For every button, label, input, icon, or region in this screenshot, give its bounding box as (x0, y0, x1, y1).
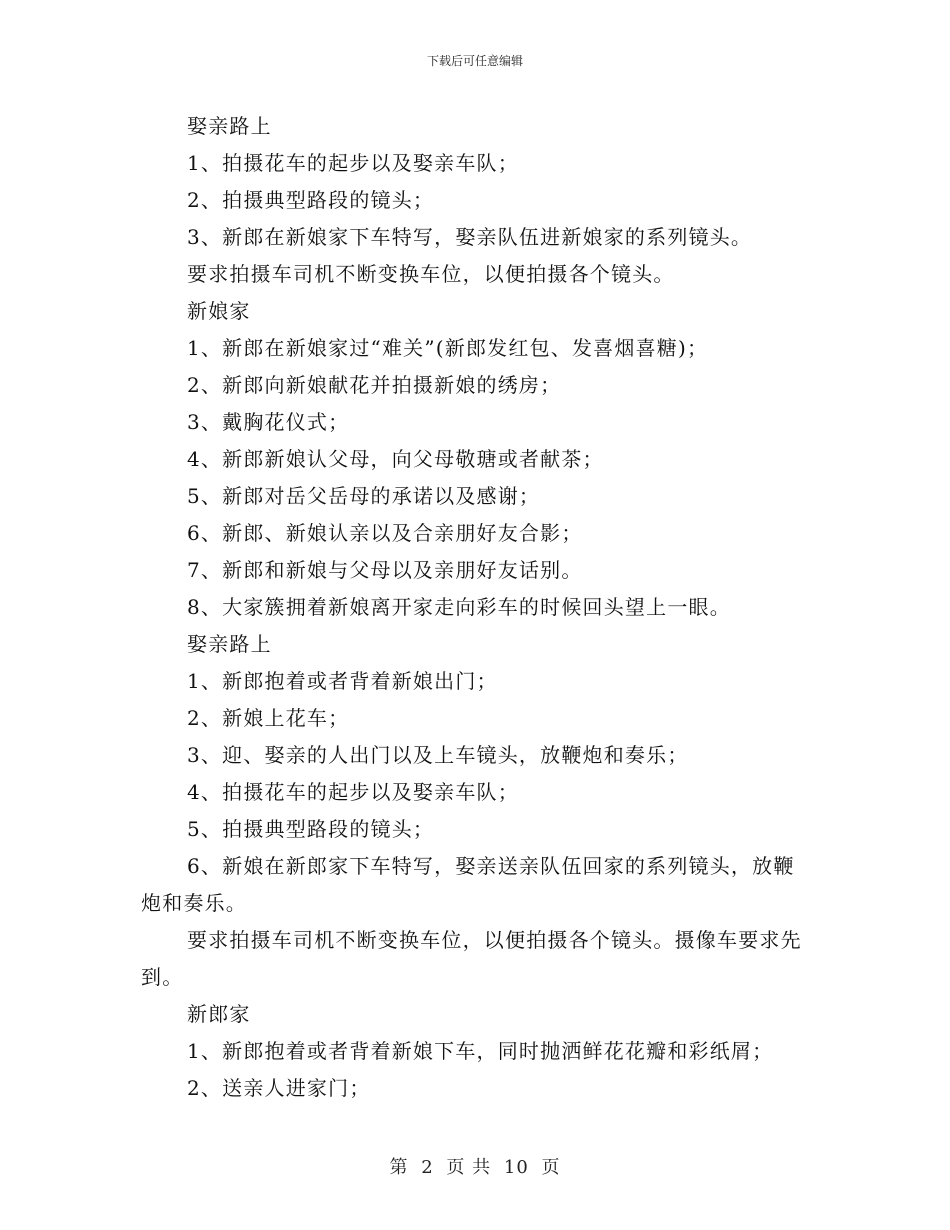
list-item: 3、戴胸花仪式； (187, 410, 350, 434)
list-item: 1、新郎抱着或者背着新娘出门； (187, 669, 498, 693)
list-item: 4、拍摄花车的起步以及娶亲车队； (187, 780, 519, 804)
current-page-number: 2 (421, 1157, 434, 1178)
paragraph: 要求拍摄车司机不断变换车位，以便拍摄各个镜头。摄像车要求先到。 (141, 928, 802, 989)
list-item: 3、迎、娶亲的人出门以及上车镜头，放鞭炮和奏乐； (187, 743, 689, 767)
list-item: 6、新郎、新娘认亲以及合亲朋好友合影； (187, 521, 583, 545)
footer-suffix: 页 (541, 1157, 561, 1178)
list-item: 2、新郎向新娘献花并拍摄新娘的绣房； (187, 373, 562, 397)
section-heading: 娶亲路上 (187, 114, 272, 138)
list-item: 2、送亲人进家门； (187, 1076, 371, 1100)
list-item: 5、拍摄典型路段的镜头； (187, 817, 435, 841)
list-item: 1、新郎在新娘家过“难关”(新郎发红包、发喜烟喜糖)； (187, 336, 709, 360)
paragraph: 要求拍摄车司机不断变换车位，以便拍摄各个镜头。 (187, 262, 675, 286)
page-footer (0, 1153, 950, 1179)
list-item: 6、新娘在新郎家下车特写，娶亲送亲队伍回家的系列镜头，放鞭炮和奏乐。 (141, 854, 795, 915)
list-item: 7、新郎和新娘与父母以及亲朋好友话别。 (187, 558, 583, 582)
document-body (141, 108, 811, 1107)
footer-middle: 页 共 (446, 1157, 492, 1178)
section-heading: 娶亲路上 (187, 632, 272, 656)
list-item: 2、新娘上花车； (187, 706, 350, 730)
list-item: 1、拍摄花车的起步以及娶亲车队； (187, 151, 519, 175)
list-item: 1、新郎抱着或者背着新娘下车，同时抛洒鲜花花瓣和彩纸屑； (187, 1039, 774, 1063)
total-pages-number: 10 (503, 1157, 529, 1178)
section-heading: 新娘家 (187, 299, 251, 323)
list-item: 3、新郎在新娘家下车特写，娶亲队伍进新娘家的系列镜头。 (187, 225, 753, 249)
list-item: 5、新郎对岳父岳母的承诺以及感谢； (187, 484, 541, 508)
list-item: 8、大家簇拥着新娘离开家走向彩车的时候回头望上一眼。 (187, 595, 731, 619)
footer-prefix: 第 (389, 1157, 409, 1178)
section-heading: 新郎家 (187, 1002, 251, 1026)
list-item: 2、拍摄典型路段的镜头； (187, 188, 435, 212)
list-item: 4、新郎新娘认父母，向父母敬瑭或者献茶； (187, 447, 604, 471)
page-header: 下载后可任意编辑 (426, 54, 523, 68)
